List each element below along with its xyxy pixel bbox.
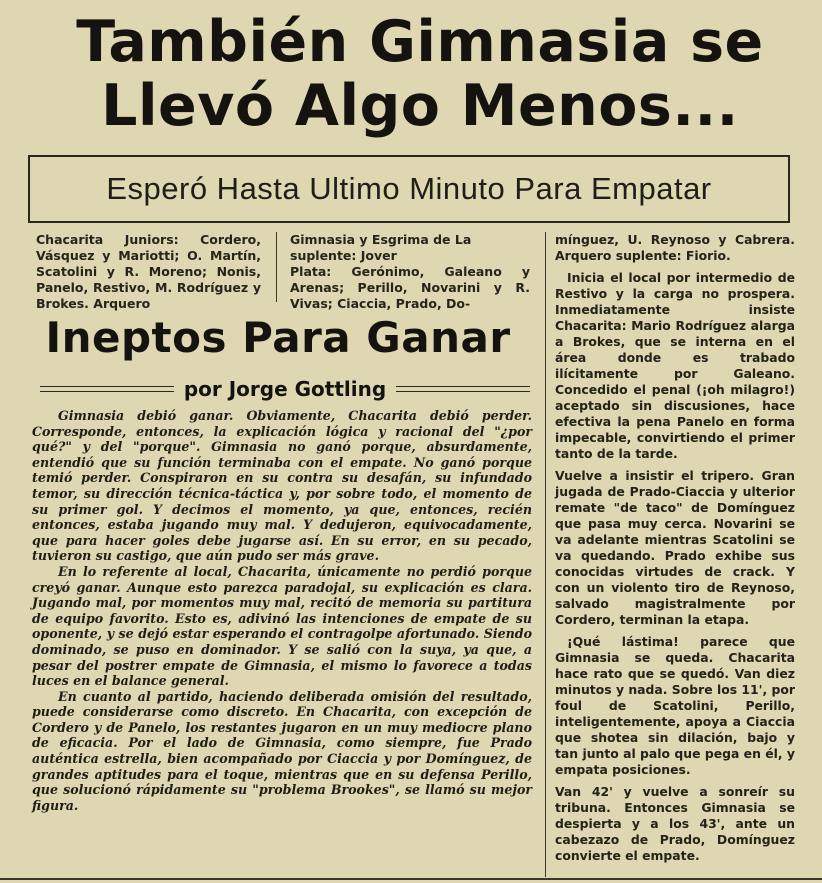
lineup-chacarita: Chacarita Juniors: Cordero, Vásquez y Mariotti; O. Martín, Scatolini y R. Moreno; Nonis, Panelo, Restivo, M. Rodríguez y Brokes. Arquero xyxy=(36,232,261,311)
column-divider xyxy=(276,232,277,302)
byline: por Jorge Gottling xyxy=(183,377,387,401)
paragraph: Gimnasia debió ganar. Obviamente, Chacarita debió perder. Corresponde, entonces, la explicación lógica y racional del "¿por qué?" y del "porque". Gimnasia no ganó porque, absurdamente, entendió que su función terminaba con el empate. No ganó porque temió perder. Conspiraron en su contra su desafán, su infundado temor, su dirección técnica-táctica y, por sobre todo, el momento de su primer gol. Y decimos el momento, ya que, entonces, recién entonces, estaba jugando muy mal. Y dedujeron, equivocadamente, que para hacer goles debe jugarse así. En su error, en su pecado, tuvieron su castigo, que aún pudo ser más grave. xyxy=(32,408,532,564)
subheadline: Esperó Hasta Ultimo Minuto Para Empatar xyxy=(106,171,712,206)
byline-rule-right xyxy=(396,386,530,392)
paragraph: Inicia el local por intermedio de Restivo y la carga no prospera. Inmediatamente insiste Chacarita: Mario Rodríguez alarga a Brokes, que se interna en el área donde es trabado ilícitamente por Galeano. Concedido el penal (¡oh milagro!) aceptado sin discusiones, hace efectiva la pena Panelo en forma impecable, convirtiendo el primer tanto de la tarde. xyxy=(555,270,795,461)
byline-row xyxy=(40,377,530,401)
lineup-gimnasia xyxy=(290,232,530,312)
lineup-suplente-text: suplente: Jover xyxy=(290,248,397,263)
paragraph: mínguez, U. Reynoso y Cabrera. Arquero suplente: Fiorio. xyxy=(555,232,795,263)
headline-line-2: Llevó Algo Menos... xyxy=(101,73,739,139)
lineup-gimnasia-title: Gimnasia y Esgrima de La xyxy=(290,232,472,247)
article-body-right xyxy=(555,232,795,870)
lineup-gimnasia-players: Plata: Gerónimo, Galeano y Arenas; Perillo, Novarini y R. Vivas; Ciaccia, Prado, Do- xyxy=(290,264,530,311)
article-title: Ineptos Para Ganar xyxy=(45,313,511,362)
headline-line-1: También Gimnasia se xyxy=(76,9,764,75)
headline xyxy=(40,10,800,138)
paragraph: En lo referente al local, Chacarita, únicamente no perdió porque creyó ganar. Aunque esto parezca paradojal, su explicación es clara. Jugando mal, por momentos muy mal, recitó de memoria su partitura de equipo favorito. Esto es, adivinó las intenciones de empate de su oponente, y se dejó estar esperando el contragolpe afortunado. Siendo dominado, se puso en dominador. Y se salió con la suya, ya que, a pesar del postrer empate de Gimnasia, el mismo lo favorece a todas luces en el balance general. xyxy=(32,563,532,689)
paragraph: Vuelve a insistir el tripero. Gran jugada de Prado-Ciaccia y ulterior remate "de taco" de Domínguez que pasa muy cerca. Novarini se va adelante mientras Scatolini se va quedando. Prado exhibe sus conocidas virtudes de crack. Y con un violento tiro de Reynoso, salvado magistralmente por Cordero, terminan la etapa. xyxy=(555,468,795,627)
paragraph: En cuanto al partido, haciendo deliberada omisión del resultado, puede considerarse como discreto. En Chacarita, con excepción de Cordero y de Panelo, los restantes jugaron en un muy mediocre plano de eficacia. Por el lado de Gimnasia, como siempre, fue Prado auténtica estrella, bien acompañado por Ciaccia y por Domínguez, de grandes aptitudes para el toque, mientras que en su defensa Perillo, que solucionó rápidamente su "problema Brookes", se llamó su mejor figura. xyxy=(32,688,532,813)
paragraph: Van 42' y vuelve a sonreír su tribuna. Entonces Gimnasia se despierta y a los 43', ante un cabezazo de Prado, Domínguez convierte el empate. xyxy=(555,784,795,863)
article-body-left xyxy=(32,408,532,813)
byline-rule-left xyxy=(40,386,174,392)
subheadline-box xyxy=(28,155,790,223)
paragraph: ¡Qué lástima! parece que Gimnasia se queda. Chacarita hace rato que se quedó. Van diez minutos y nada. Sobre los 11', por foul de Scatolini, Perillo, inteligentemente, apoya a Ciaccia que shotea sin dilación, bajo y tan junto al palo que pega en él, y empata posiciones. xyxy=(555,634,795,777)
bottom-rule xyxy=(0,878,822,880)
column-divider-right xyxy=(545,232,546,877)
